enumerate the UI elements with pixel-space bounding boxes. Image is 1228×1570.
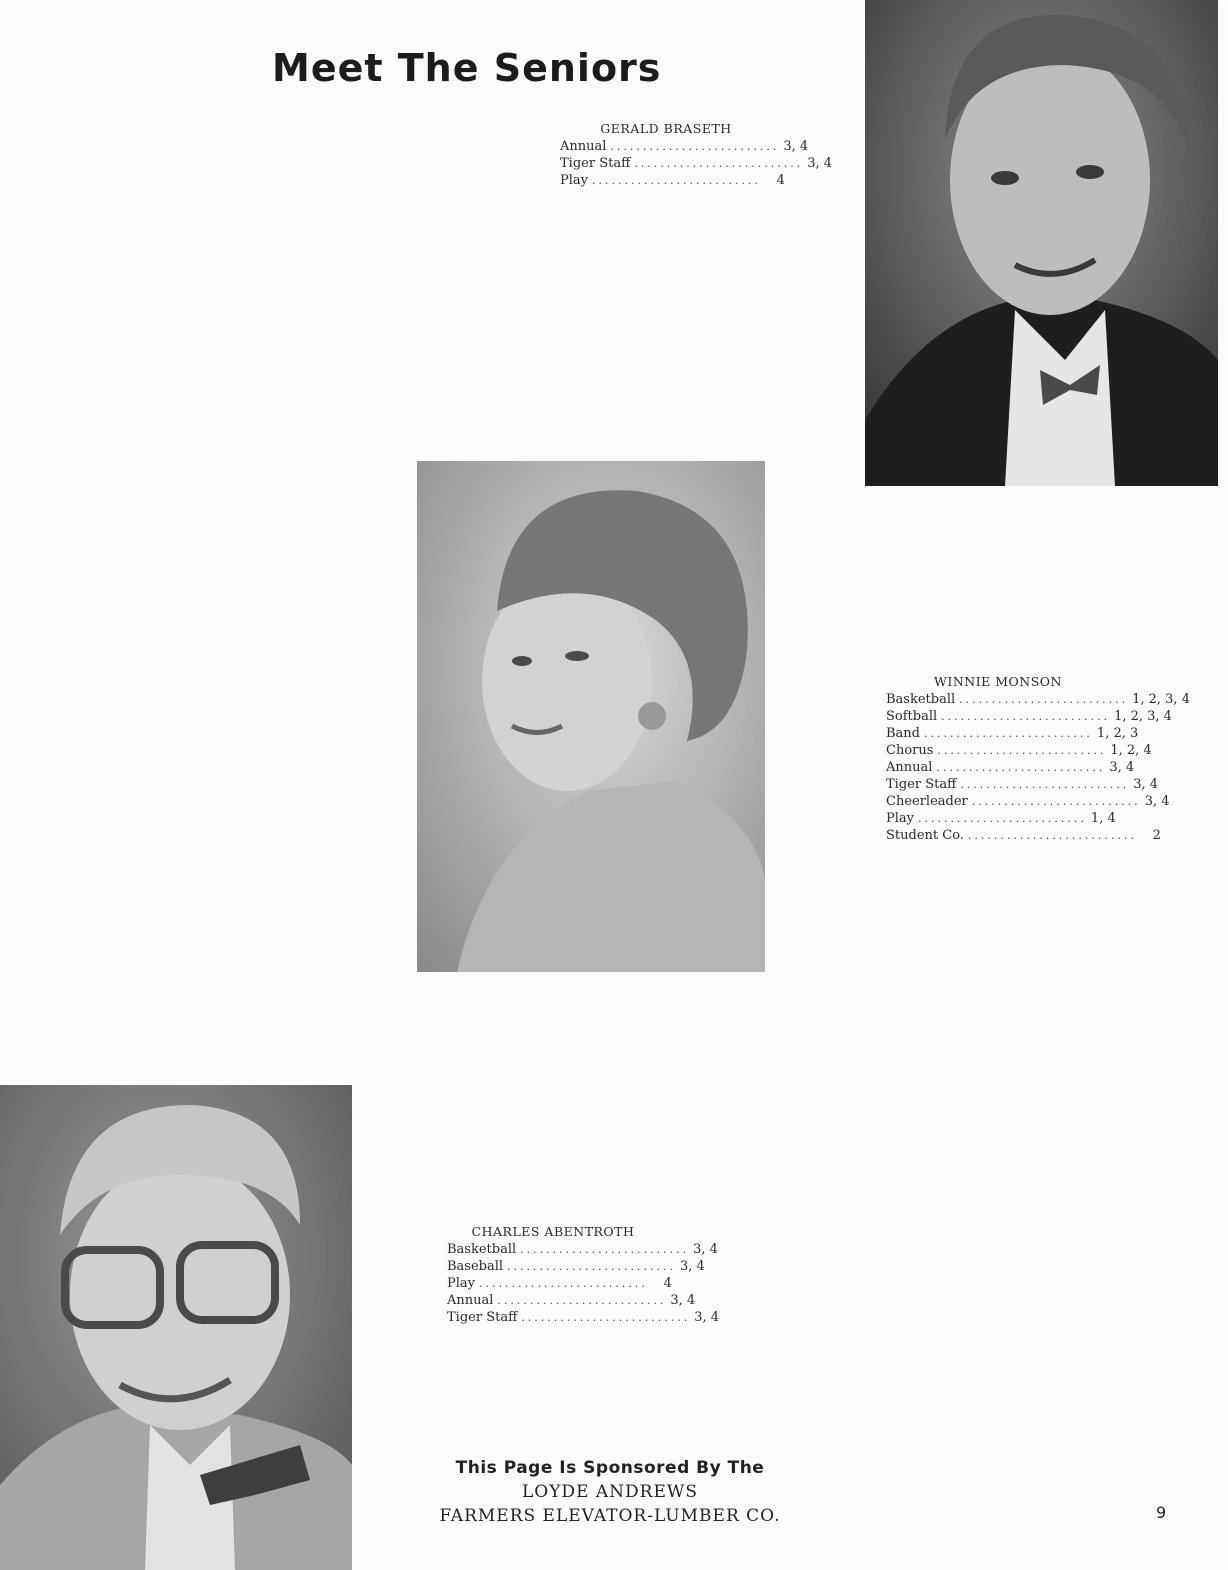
dot-leader: .......................... bbox=[937, 744, 1107, 757]
dot-leader: .......................... bbox=[936, 761, 1106, 774]
senior-name: CHARLES ABENTROTH bbox=[471, 1224, 635, 1239]
activity-row: Basketball .......................... 1, 2, 3, 4 bbox=[886, 692, 1190, 707]
activity-row: Chorus .......................... 1, 2, 4 bbox=[886, 743, 1152, 758]
dot-leader: .......................... bbox=[634, 157, 804, 170]
dot-leader: .......................... bbox=[971, 795, 1141, 808]
senior-entry bbox=[560, 120, 833, 189]
senior-portrait-charles bbox=[0, 1085, 352, 1570]
sponsor-block bbox=[400, 1456, 820, 1528]
activity-row: Softball .......................... 1, 2, 3, 4 bbox=[886, 709, 1172, 724]
activity-row: Tiger Staff .......................... 3, 4 bbox=[560, 156, 833, 171]
dot-leader: .......................... bbox=[960, 778, 1130, 791]
senior-entry bbox=[886, 673, 1190, 844]
dot-leader: .......................... bbox=[959, 693, 1129, 706]
dot-leader: .......................... bbox=[521, 1311, 691, 1324]
page-title: Meet The Seniors bbox=[272, 46, 662, 90]
dot-leader: .......................... bbox=[918, 812, 1087, 825]
activity-row: Play .......................... 4 bbox=[560, 173, 785, 188]
activity-row: Tiger Staff .......................... 3, 4 bbox=[886, 777, 1159, 792]
sponsor-line: This Page Is Sponsored By The bbox=[455, 1458, 765, 1478]
activity-row: Student Co. .......................... 2 bbox=[886, 828, 1161, 843]
dot-leader: .......................... bbox=[610, 140, 780, 153]
sponsor-company: FARMERS ELEVATOR-LUMBER CO. bbox=[439, 1506, 781, 1526]
activity-row: Annual .......................... 3, 4 bbox=[560, 139, 809, 154]
activity-row: Annual .......................... 3, 4 bbox=[447, 1293, 696, 1308]
sponsor-name: LOYDE ANDREWS bbox=[521, 1482, 698, 1502]
senior-name: GERALD BRASETH bbox=[600, 121, 732, 136]
senior-entry bbox=[447, 1223, 720, 1326]
dot-leader: .......................... bbox=[497, 1294, 667, 1307]
dot-leader: .......................... bbox=[941, 710, 1111, 723]
activity-row: Play .......................... 1, 4 bbox=[886, 811, 1116, 826]
activity-row: Cheerleader .......................... 3, 4 bbox=[886, 794, 1170, 809]
senior-portrait-gerald bbox=[865, 0, 1218, 486]
page-number: 9 bbox=[1156, 1503, 1167, 1522]
dot-leader: .......................... bbox=[924, 727, 1093, 740]
dot-leader: .......................... bbox=[507, 1260, 676, 1273]
activity-row: Tiger Staff .......................... 3, 4 bbox=[447, 1310, 720, 1325]
activity-row: Band .......................... 1, 2, 3 bbox=[886, 726, 1139, 741]
activity-row: Annual .......................... 3, 4 bbox=[886, 760, 1135, 775]
dot-leader: .......................... bbox=[479, 1277, 648, 1290]
activity-row: Baseball .......................... 3, 4 bbox=[447, 1259, 705, 1274]
activity-row: Play .......................... 4 bbox=[447, 1276, 672, 1291]
senior-name: WINNIE MONSON bbox=[934, 674, 1062, 689]
dot-leader: .......................... bbox=[520, 1243, 690, 1256]
dot-leader: .......................... bbox=[967, 829, 1137, 842]
senior-portrait-winnie bbox=[417, 461, 765, 972]
activity-row: Basketball .......................... 3, 4 bbox=[447, 1242, 718, 1257]
dot-leader: .......................... bbox=[592, 174, 761, 187]
